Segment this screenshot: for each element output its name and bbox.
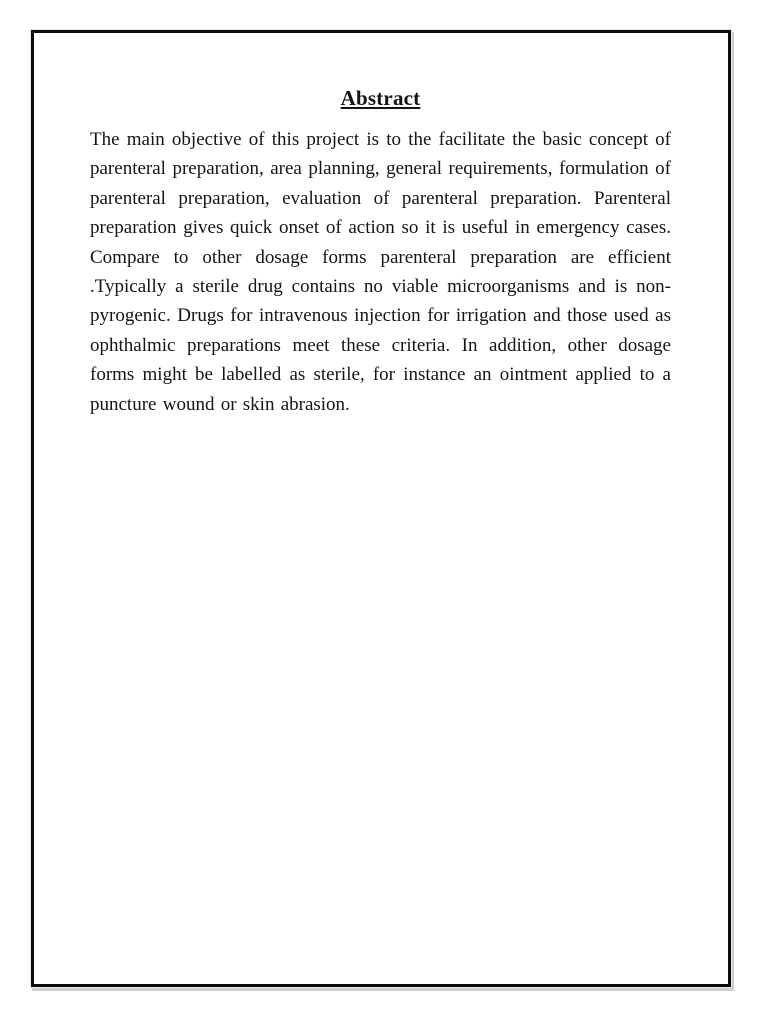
abstract-paragraph: The main objective of this project is to the facilitate the basic concept of parenteral preparation, area planning, general requirements, formulation of parenteral preparation, evaluation of parenteral preparation. Parenteral preparation gives quick onset of action so it is useful in emergency cases. Compare to other dosage forms parenteral preparation are efficient .Typically a sterile drug contains no viable microorganisms and is non-pyrogenic. Drugs for intravenous injection for irrigation and those used as ophthalmic preparations meet these criteria. In addition, other dosage forms might be labelled as sterile, for instance an ointment applied to a puncture wound or skin abrasion.	[90, 129, 671, 415]
document-page-content	[34, 33, 728, 419]
abstract-title: Abstract	[340, 86, 421, 110]
document-page-frame	[31, 30, 731, 987]
